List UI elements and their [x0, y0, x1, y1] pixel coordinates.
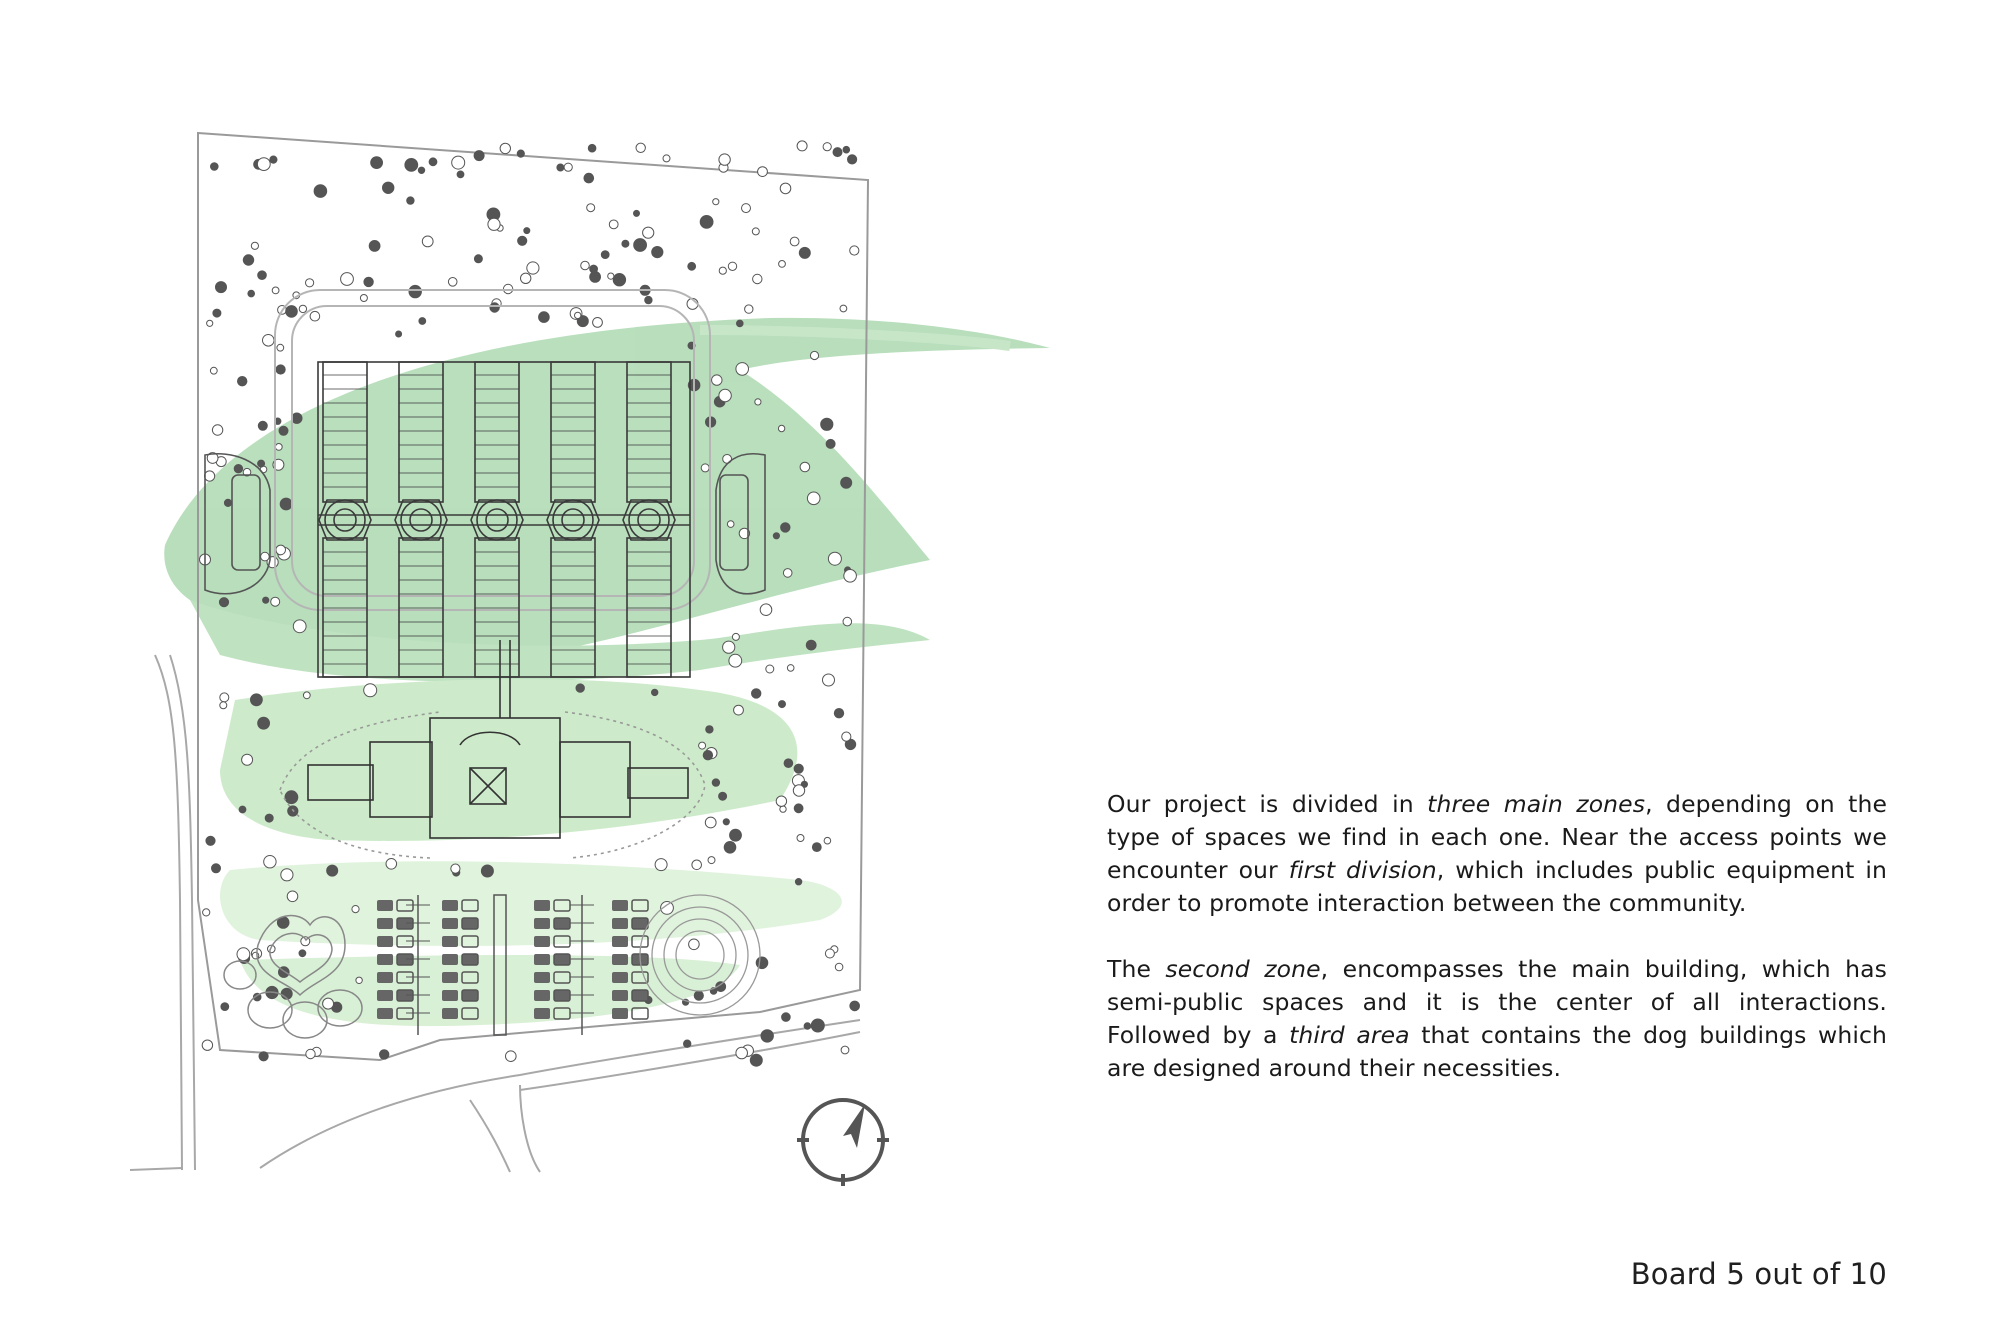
emphasis-text: three main zones	[1427, 790, 1646, 818]
body-text: , depending on the type of spaces we find in each one. Near the access points we encounter our	[1107, 790, 1888, 884]
north-arrow-icon	[797, 1100, 889, 1186]
description-paragraph-2	[1107, 953, 1887, 1085]
emphasis-text: first division	[1288, 856, 1437, 884]
project-description	[1107, 788, 1887, 1118]
landscape-wash	[164, 318, 1050, 1026]
body-text: Our project is divided in	[1107, 790, 1428, 818]
emphasis-text: third area	[1289, 1021, 1410, 1049]
body-text: The	[1107, 955, 1166, 983]
emphasis-text: second zone	[1165, 955, 1321, 983]
body-text: , encompasses the main building, which has semi-public spaces and it is the center of all interactions. Followed by a	[1107, 955, 1887, 1049]
description-paragraph-1	[1107, 788, 1887, 920]
body-text: that contains the dog buildings which are designed around their necessities.	[1107, 1021, 1887, 1082]
board-counter: Board 5 out of 10	[1630, 1257, 1887, 1291]
body-text: , which includes public equipment in order to promote interaction between the community.	[1107, 856, 1888, 917]
